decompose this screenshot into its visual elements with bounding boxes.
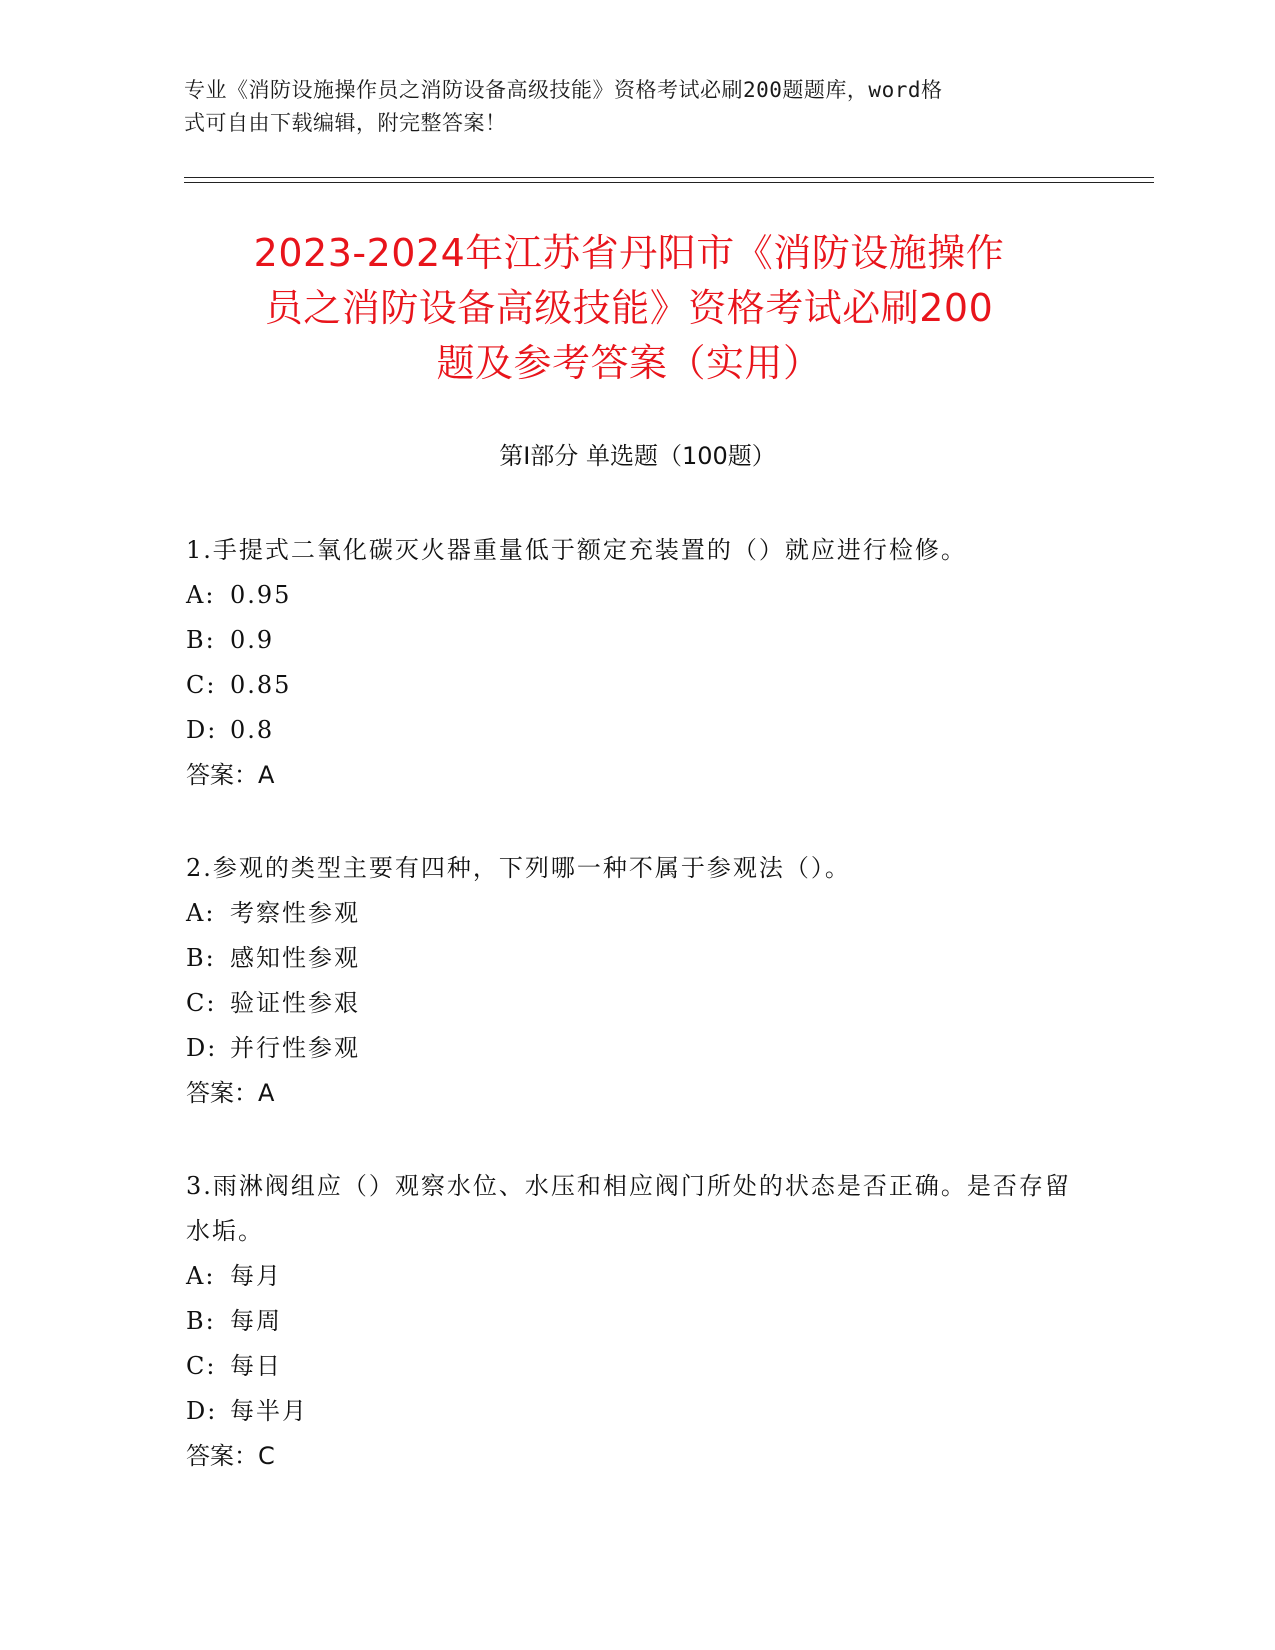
option-c bbox=[186, 663, 1086, 708]
answer-line: 答案：A bbox=[186, 761, 275, 789]
option-d bbox=[186, 1026, 1086, 1071]
option-key: A: bbox=[186, 899, 216, 927]
answer-line: 答案：C bbox=[186, 1442, 275, 1470]
option-key: B: bbox=[186, 626, 216, 654]
question-2 bbox=[186, 846, 1086, 1116]
question-1 bbox=[186, 528, 1086, 798]
option-text: 每半月 bbox=[230, 1397, 308, 1425]
header-divider-bottom bbox=[184, 182, 1154, 183]
question-stem: 2.参观的类型主要有四种，下列哪一种不属于参观法（）。 bbox=[186, 854, 851, 882]
option-b bbox=[186, 1299, 1086, 1344]
document-title-line-2: 员之消防设备高级技能》资格考试必刷200 bbox=[264, 286, 994, 330]
option-text: 0.8 bbox=[230, 716, 275, 744]
option-key: A: bbox=[186, 1262, 216, 1290]
option-text: 考察性参观 bbox=[230, 899, 360, 927]
option-b bbox=[186, 618, 1086, 663]
question-stem: 1.手提式二氧化碳灭火器重量低于额定充装置的（）就应进行检修。 bbox=[186, 536, 967, 564]
header-note-line-2: 式可自由下载编辑，附完整答案！ bbox=[184, 111, 507, 135]
option-key: A: bbox=[186, 581, 216, 609]
header-note bbox=[184, 74, 1064, 140]
option-d bbox=[186, 708, 1086, 753]
header-divider-top bbox=[184, 177, 1154, 178]
option-text: 0.85 bbox=[230, 671, 292, 699]
document-title-line-1: 2023-2024年江苏省丹阳市《消防设施操作 bbox=[253, 231, 1005, 275]
option-c bbox=[186, 981, 1086, 1026]
document-title bbox=[170, 226, 1088, 391]
option-key: D: bbox=[186, 716, 218, 744]
option-text: 验证性参艰 bbox=[230, 989, 360, 1017]
option-a bbox=[186, 573, 1086, 618]
option-d bbox=[186, 1389, 1086, 1434]
option-c bbox=[186, 1344, 1086, 1389]
option-text: 每月 bbox=[230, 1262, 282, 1290]
option-text: 0.9 bbox=[230, 626, 275, 654]
section-title: 第Ⅰ部分 单选题（100题） bbox=[499, 442, 776, 470]
option-text: 0.95 bbox=[230, 581, 292, 609]
option-a bbox=[186, 1254, 1086, 1299]
header-note-line-1: 专业《消防设施操作员之消防设备高级技能》资格考试必刷200题题库，word格 bbox=[184, 78, 943, 102]
option-key: B: bbox=[186, 944, 216, 972]
option-text: 每周 bbox=[230, 1307, 282, 1335]
option-text: 每日 bbox=[230, 1352, 282, 1380]
option-text: 感知性参观 bbox=[230, 944, 360, 972]
question-list bbox=[186, 528, 1086, 1527]
option-b bbox=[186, 936, 1086, 981]
option-key: C: bbox=[186, 989, 217, 1017]
document-title-line-3: 题及参考答案（实用） bbox=[436, 341, 822, 385]
question-stem: 3.雨淋阀组应（）观察水位、水压和相应阀门所处的状态是否正确。是否存留水垢。 bbox=[186, 1172, 1071, 1245]
option-key: D: bbox=[186, 1034, 218, 1062]
question-3 bbox=[186, 1164, 1086, 1479]
answer-line: 答案：A bbox=[186, 1079, 275, 1107]
option-key: D: bbox=[186, 1397, 218, 1425]
option-key: C: bbox=[186, 1352, 217, 1380]
option-text: 并行性参观 bbox=[230, 1034, 360, 1062]
option-a bbox=[186, 891, 1086, 936]
option-key: B: bbox=[186, 1307, 216, 1335]
option-key: C: bbox=[186, 671, 217, 699]
